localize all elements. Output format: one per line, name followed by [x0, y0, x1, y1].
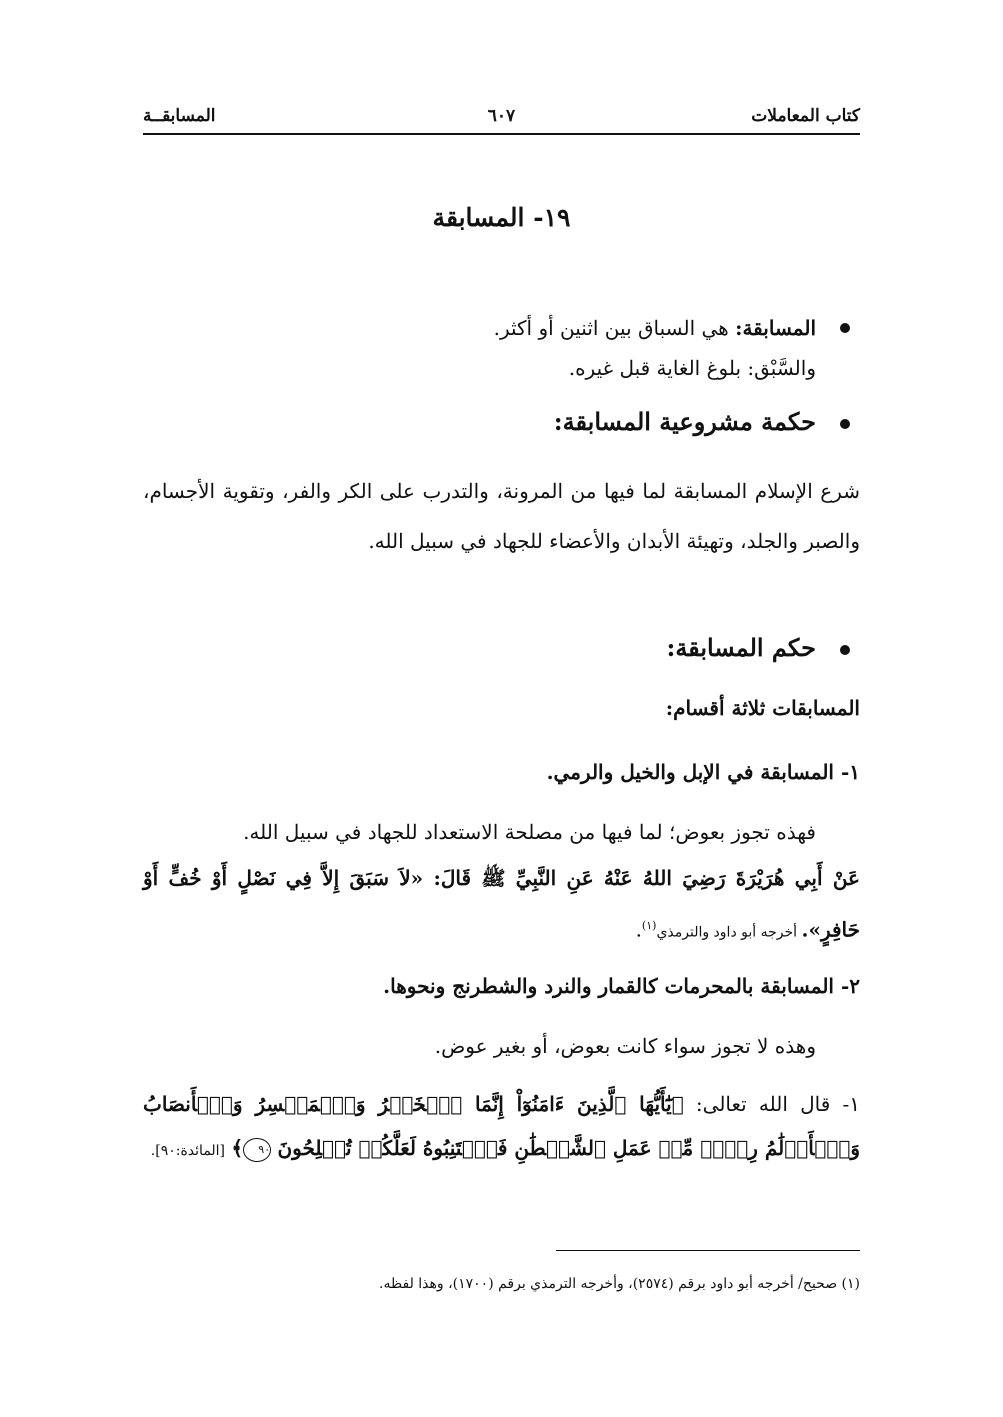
footnote-number: (١) — [841, 1276, 860, 1292]
header-section-title: المسابقــة — [143, 106, 216, 126]
hadith-source: أخرجه أبو داود والترمذي — [656, 924, 802, 941]
wisdom-paragraph: شرع الإسلام المسابقة لما فيها من المرونة، والتدرب على الكر والفر، وتقوية الأجسام، والصبر والجلد، وتهيئة الأبدان والأعضاء للجهاد في سبيل الله. — [143, 479, 860, 553]
quran-verse: يَٰٓأَيُّهَا ٱلَّذِينَ ءَامَنُوٓاْ إِنَّمَا ٱلۡخَمۡرُ وَٱلۡمَيۡسِرُ وَٱلۡأَنصَابُ وَٱلۡأَزۡلَٰمُ رِجۡسٞ مِّنۡ عَمَلِ ٱلشَّيۡطَٰنِ فَٱجۡتَنِبُوهُ لَعَلَّكُمۡ تُفۡلِحُونَ — [143, 1092, 860, 1160]
section1-heading: ١- المسابقة في الإبل والخيل والرمي. — [546, 760, 860, 784]
section1-hadith — [143, 854, 860, 957]
running-header — [143, 104, 860, 132]
definition-text: هي السباق بين اثنين أو أكثر. — [493, 316, 736, 340]
verse-intro: ١- قال الله تعالى: — [683, 1092, 860, 1116]
chapter-title: ١٩- المسابقة — [432, 203, 571, 232]
bullet-icon — [840, 645, 850, 655]
definition-second-line: والسَّبْق: بلوغ الغاية قبل غيره. — [568, 356, 816, 380]
verse-reference: [المائدة:٩٠]. — [150, 1143, 226, 1159]
verse-block — [143, 1082, 860, 1173]
bullet-icon — [840, 323, 850, 333]
verse-open-bracket: ﴿ — [671, 1092, 684, 1116]
footnote-ref[interactable]: (١) — [641, 919, 657, 932]
verse-close-bracket: ﴾ — [231, 1136, 244, 1160]
ruling-heading: حكم المسابقة: — [666, 633, 816, 662]
header-book-title: كتاب المعاملات — [751, 106, 860, 126]
ruling-heading-line — [666, 632, 860, 664]
header-page-number: ٦٠٧ — [487, 106, 516, 126]
footnote-text: أخرجه أبو داود برقم (٢٥٧٤)، وأخرجه الترمذي برقم (١٧٠٠)، وهذا لفظه. — [379, 1276, 799, 1292]
section2-heading: ٢- المسابقة بالمحرمات كالقمار والنرد والشطرنج ونحوها. — [383, 974, 860, 998]
footnote-grade: صحيح/ — [798, 1276, 838, 1292]
wisdom-heading: حكمة مشروعية المسابقة: — [553, 407, 816, 436]
ayah-number-icon: ٩٠ — [243, 1138, 271, 1162]
hadith-text: عَنْ أَبِي هُرَيْرَةَ رَضِيَ اللهُ عَنْهُ عَنِ النَّبِيِّ ﷺ قَالَ: «لاَ سَبَقَ إِلاَّ فِي نَصْلٍ أَوْ خُفٍّ أَوْ حَافِرٍ». — [143, 866, 860, 942]
ruling-intro: المسابقات ثلاثة أقسام: — [665, 696, 860, 720]
bullet-icon — [840, 419, 850, 429]
wisdom-heading-line — [554, 406, 860, 438]
hadith-end: . — [635, 917, 642, 942]
footnote-rule — [556, 1250, 860, 1251]
section1-text: فهذه تجوز بعوض؛ لما فيها من مصلحة الاستعداد للجهاد في سبيل الله. — [243, 820, 816, 844]
definition-term: المسابقة: — [735, 316, 816, 340]
definition-line — [494, 312, 860, 344]
section2-text: وهذه لا تجوز سواء كانت بعوض، أو بغير عوض. — [434, 1034, 816, 1058]
header-rule — [143, 133, 860, 135]
footnote-1 — [379, 1272, 860, 1296]
